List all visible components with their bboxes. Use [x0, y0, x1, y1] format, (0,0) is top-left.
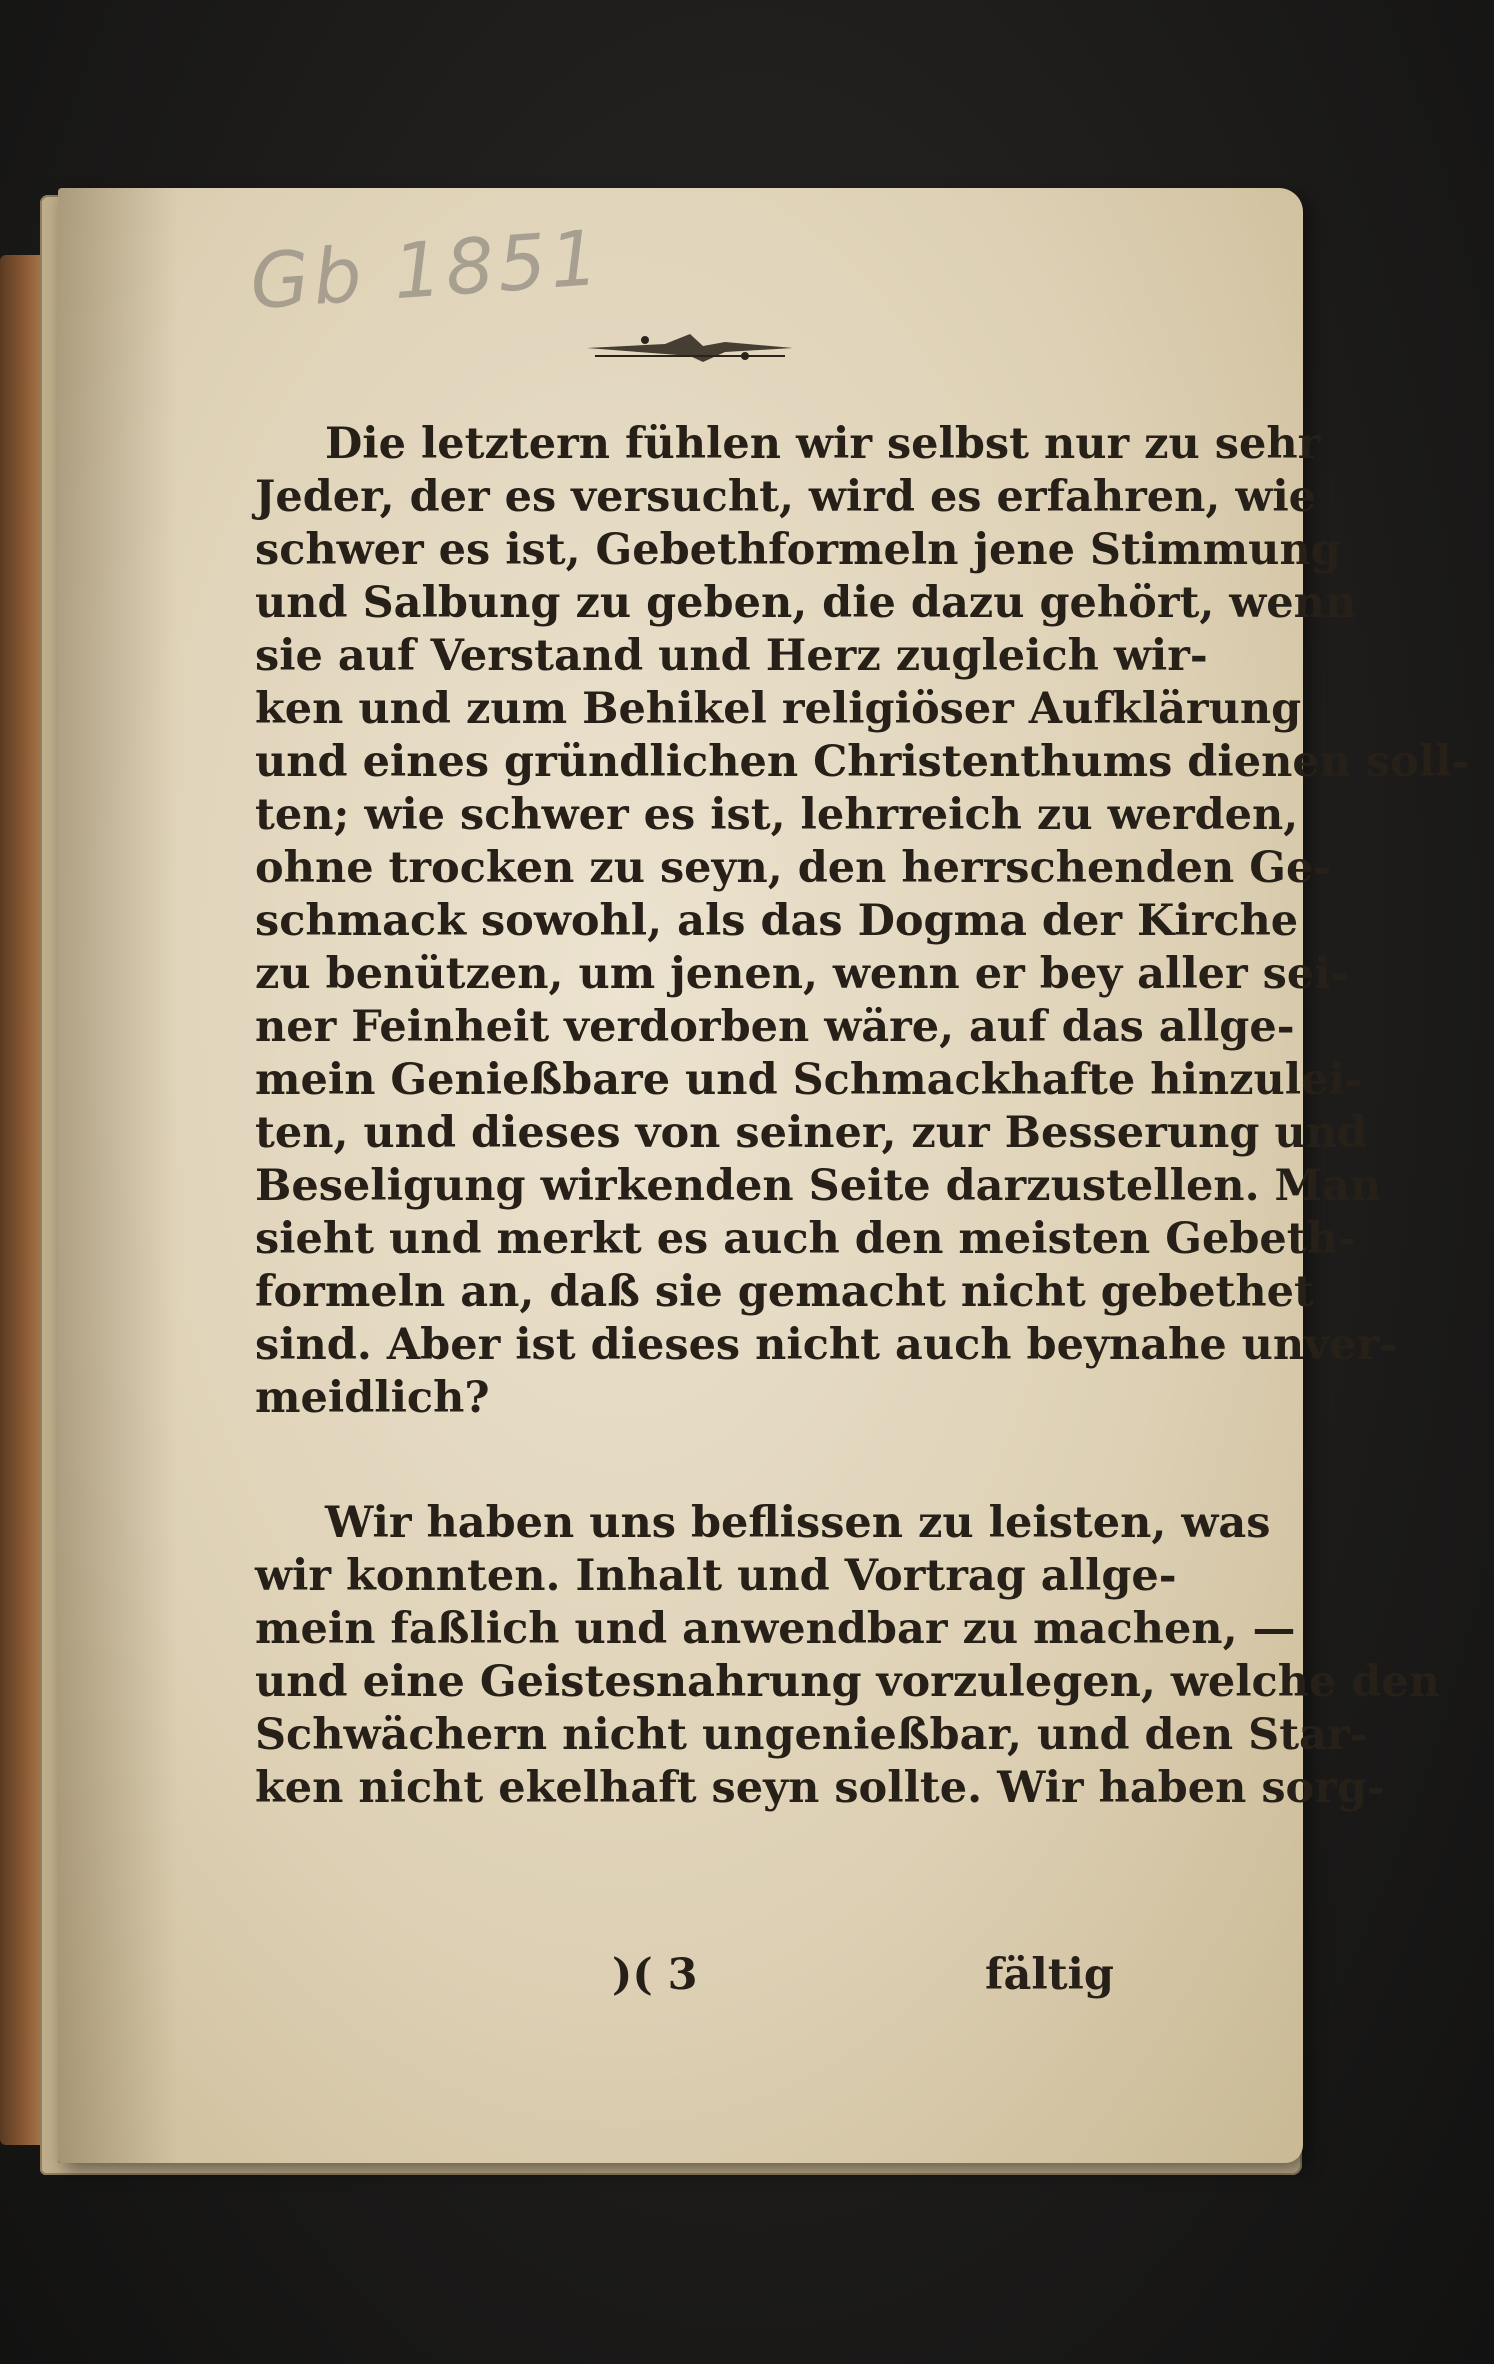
text-line: sieht und merkt es auch den meisten Gebeth- [255, 1214, 1356, 1264]
pencil-shelfmark: Gb 1851 [247, 212, 606, 327]
text-line: Jeder, der es versucht, wird es erfahren, wie [255, 472, 1317, 522]
text-line: ten, und dieses von seiner, zur Besserung und [255, 1108, 1367, 1158]
text-line: und eine Geistesnahrung vorzulegen, welche den [255, 1657, 1440, 1707]
text-line: mein faßlich und anwendbar zu machen, — [255, 1604, 1296, 1654]
text-line: ken und zum Behikel religiöser Aufklärung [255, 684, 1302, 734]
catchword: fältig [985, 1950, 1114, 2000]
text-line: meidlich? [255, 1373, 490, 1423]
text-line: schwer es ist, Gebethformeln jene Stimmung [255, 525, 1341, 575]
printer-ornament [585, 326, 795, 370]
text-line: und Salbung zu geben, die dazu gehört, wenn [255, 578, 1357, 628]
text-line: schmack sowohl, als das Dogma der Kirche [255, 896, 1299, 946]
text-line: ken nicht ekelhaft seyn sollte. Wir haben sorg- [255, 1763, 1385, 1813]
text-line: Die letztern fühlen wir selbst nur zu sehr [325, 419, 1321, 469]
signature-mark: )( 3 [612, 1950, 698, 2000]
text-line: wir konnten. Inhalt und Vortrag allge- [255, 1551, 1177, 1601]
text-line: ohne trocken zu seyn, den herrschenden Ge- [255, 843, 1332, 893]
text-line: und eines gründlichen Christenthums dienen soll- [255, 737, 1470, 787]
paragraph-gap [255, 1425, 1155, 1497]
text-line: ten; wie schwer es ist, lehrreich zu werden, [255, 790, 1299, 840]
text-line: Schwächern nicht ungenießbar, und den Star- [255, 1710, 1368, 1760]
body-text [255, 418, 1470, 1815]
text-line: formeln an, daß sie gemacht nicht gebethet [255, 1267, 1314, 1317]
gutter-shadow [58, 188, 178, 2163]
text-line: Wir haben uns beflissen zu leisten, was [325, 1498, 1271, 1548]
text-line: sind. Aber ist dieses nicht auch beynahe unver- [255, 1320, 1398, 1370]
text-line: zu benützen, um jenen, wenn er bey aller sei- [255, 949, 1349, 999]
text-line: Beseligung wirkenden Seite darzustellen. Man [255, 1161, 1382, 1211]
text-line: ner Feinheit verdorben wäre, auf das allge- [255, 1002, 1295, 1052]
text-line: mein Genießbare und Schmackhafte hinzulei- [255, 1055, 1363, 1105]
text-line: sie auf Verstand und Herz zugleich wir- [255, 631, 1208, 681]
